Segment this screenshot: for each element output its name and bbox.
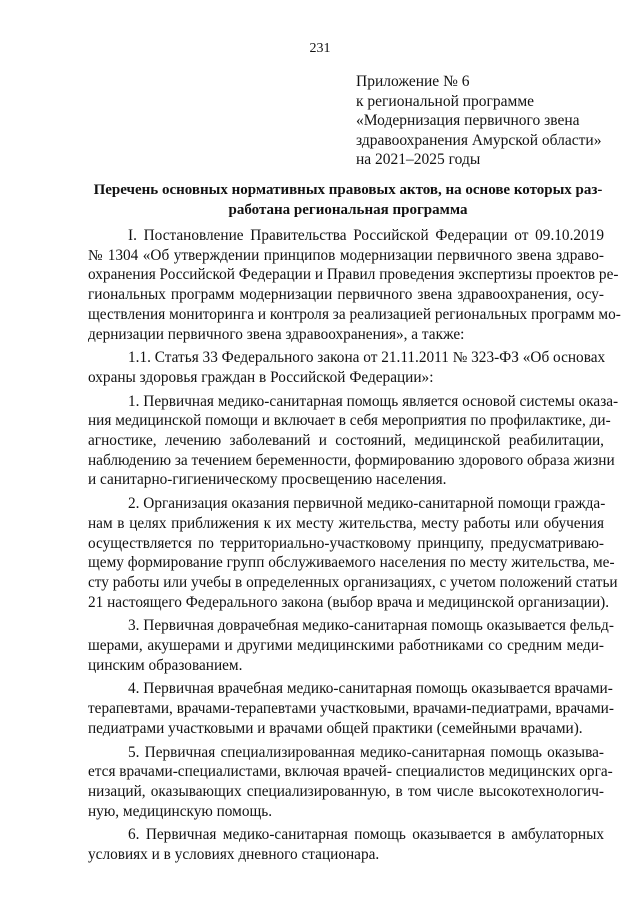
text-line: гиональных программ модернизации первичного звена здравоохранения, осу- — [88, 286, 604, 304]
paragraph-article-33 — [88, 348, 604, 387]
text-line: I. Постановление Правительства Российской Федерации от 09.10.2019 — [128, 227, 604, 244]
text-line: 21 настоящего Федерального закона (выбор врача и медицинской организации). — [88, 593, 610, 611]
text-line: 1. Первичная медико-санитарная помощь является основой системы оказа- — [128, 392, 619, 410]
paragraph-item-1 — [88, 392, 619, 491]
text-line: 5. Первичная специализированная медико-санитарная помощь оказыва- — [128, 743, 604, 761]
text-line: низаций, оказывающих специализированную, в том числе высокотехнологич- — [88, 782, 604, 800]
text-line: 3. Первичная доврачебная медико-санитарная помощь оказывается фельд- — [128, 617, 614, 635]
text-line: агностике, лечению заболеваний и состояний, медицинской реабилитации, — [88, 432, 604, 450]
document-body — [88, 226, 621, 865]
text-line: условиях и в условиях дневного стационара. — [88, 846, 380, 864]
text-line: щему формирование групп обслуживаемого населения по месту жительства, ме- — [88, 554, 615, 572]
appendix-line: Приложение № 6 — [356, 73, 470, 90]
text-line: ния медицинской помощи и включает в себя мероприятия по профилактике, ди- — [88, 412, 611, 430]
text-line: 1.1. Статья 33 Федерального закона от 21.11.2011 № 323-ФЗ «Об основах — [128, 349, 606, 367]
text-line: наблюдению за течением беременности, формированию здорового образа жизни — [88, 451, 615, 469]
paragraph-item-6 — [88, 825, 604, 864]
text-line: ществления мониторинга и контроля за реализацией региональных программ мо- — [88, 305, 621, 323]
appendix-header — [356, 72, 626, 170]
paragraph-item-2 — [88, 494, 618, 612]
paragraph-item-5 — [88, 743, 613, 822]
page-number: 231 — [309, 41, 331, 56]
appendix-line: здравоохранения Амурской области» — [356, 131, 602, 149]
text-line: ную, медицинскую помощь. — [88, 802, 273, 820]
text-line: и санитарно-гигиеническому просвещению населения. — [88, 471, 447, 489]
paragraph-item-4 — [88, 679, 614, 738]
text-line: охранения Российской Федерации и Правил проведения экспертизы проектов ре- — [88, 266, 619, 284]
text-line: 6. Первичная медико-санитарная помощь оказывается в амбулаторных — [128, 826, 604, 844]
paragraph-resolution — [88, 226, 621, 344]
text-line: ется врачами-специалистами, включая врачей- специалистов медицинских орга- — [88, 763, 613, 781]
paragraph-item-3 — [88, 616, 614, 675]
title-line: работана региональная программа — [228, 202, 468, 218]
text-line: шерами, акушерами и другими медицинскими работниками со средним меди- — [88, 637, 604, 655]
text-line: № 1304 «Об утверждении принципов модернизации первичного звена здраво- — [88, 246, 604, 264]
text-line: осуществляется по территориально-участковому принципу, предусматриваю- — [88, 534, 604, 552]
title-line: Перечень основных нормативных правовых актов, на основе которых раз- — [93, 182, 603, 198]
document-title — [88, 180, 608, 220]
text-line: 2. Организация оказания первичной медико-санитарной помощи гражда- — [128, 495, 606, 513]
text-line: нам в целях приближения к их месту жительства, месту работы или обучения — [88, 514, 604, 532]
text-line: терапевтами, врачами-терапевтами участковыми, врачами-педиатрами, врачами- — [88, 700, 614, 718]
text-line: охраны здоровья граждан в Российской Федерации»: — [88, 368, 434, 386]
text-line: сту работы или учебы в определенных организациях, с учетом положений статьи — [88, 573, 618, 591]
text-line: цинским образованием. — [88, 656, 243, 674]
appendix-line: на 2021–2025 годы — [356, 151, 481, 168]
text-line: 4. Первичная врачебная медико-санитарная помощь оказывается врачами- — [128, 680, 613, 698]
text-line: педиатрами участковыми и врачами общей практики (семейными врачами). — [88, 719, 583, 737]
appendix-line: «Модернизация первичного звена — [356, 112, 580, 129]
text-line: дернизации первичного звена здравоохранения», а также: — [88, 325, 465, 343]
appendix-line: к региональной программе — [356, 92, 535, 110]
